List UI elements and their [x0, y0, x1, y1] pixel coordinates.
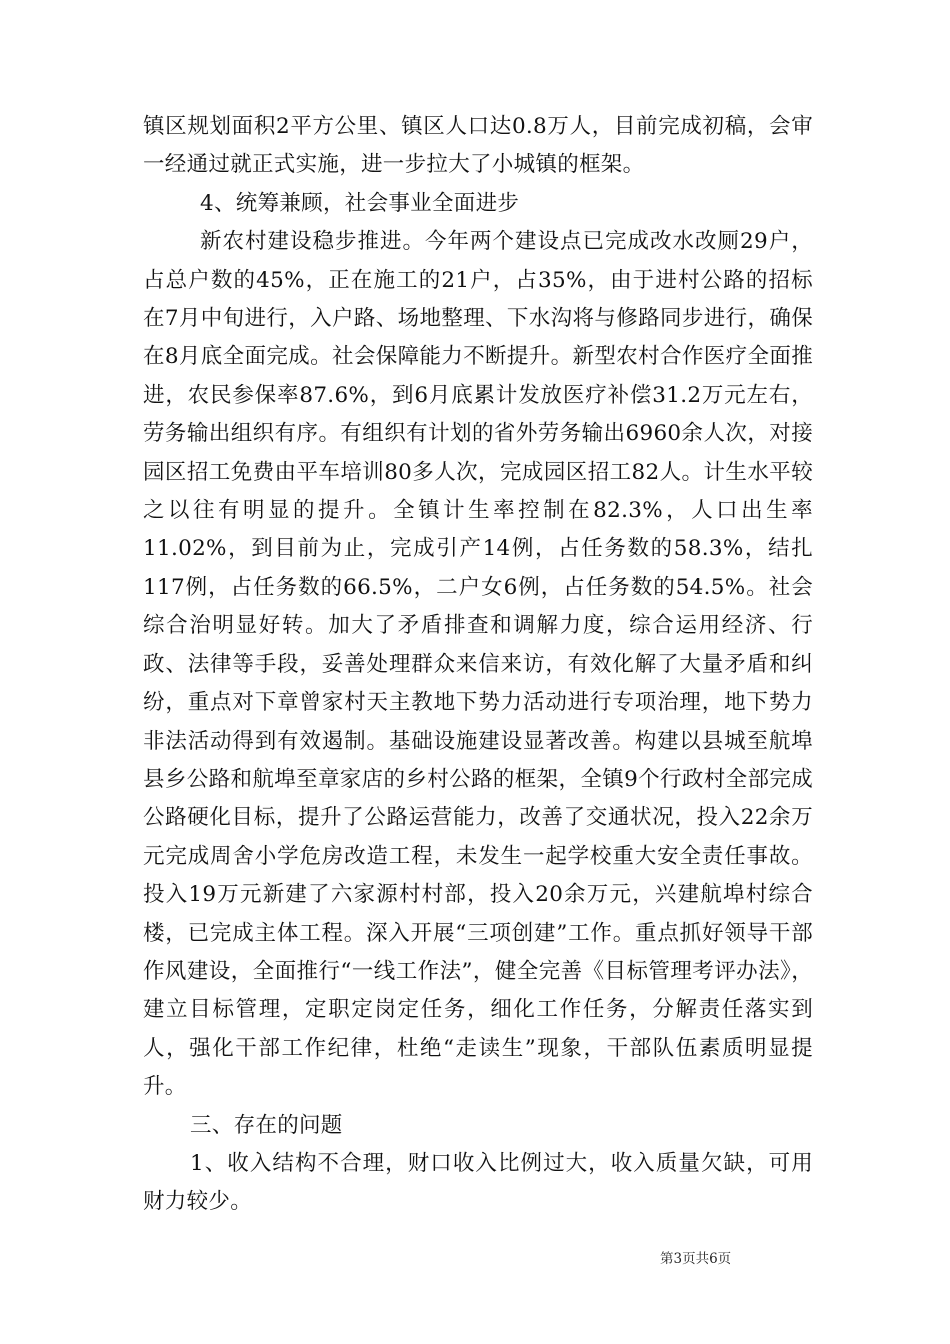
page-number: 第3页共6页 — [660, 1251, 732, 1267]
paragraph-continuation: 镇区规划面积2平方公里、镇区人口达0.8万人，目前完成初稿，会审一经通过就正式实施，进一步拉大了小城镇的框架。 — [143, 114, 813, 178]
paragraph-social-progress: 新农村建设稳步推进。今年两个建设点已完成改水改厕29户，占总户数的45%，正在施工的21户，占35%，由于进村公路的招标在7月中旬进行，入户路、场地整理、下水沟将与修路同步进行，确保在8月底全面完成。社会保障能力不断提升。新型农村合作医疗全面推进，农民参保率87.6%，到6月底累计发放医疗补偿31.2万元左右，劳务输出组织有序。有组织有计划的省外劳务输出6960余人次，对接园区招工免费由平车培训80多人次，完成园区招工82人。计生水平较之以往有明显的提升。全镇计生率控制在82.3%，人口出生率11.02%，到目前为止，完成引产14例，占任务数的58.3%，结扎117例，占任务数的66.5%，二户女6例，占任务数的54.5%。社会综合治明显好转。加大了矛盾排查和调解力度，综合运用经济、行政、法律等手段，妥善处理群众来信来访，有效化解了大量矛盾和纠纷，重点对下章曾家村天主教地下势力活动进行专项治理，地下势力非法活动得到有效遏制。基础设施建设显著改善。构建以县城至航埠县乡公路和航埠至章家店的乡村公路的框架，全镇9个行政村全部完成公路硬化目标，提升了公路运营能力，改善了交通状况，投入22余万元完成周舍小学危房改造工程，未发生一起学校重大安全责任事故。投入19万元新建了六家源村村部，投入20余万元，兴建航埠村综合楼，已完成主体工程。深入开展“三项创建”工作。重点抓好领导干部作风建设，全面推行“一线工作法”，健全完善《目标管理考评办法》，建立目标管理，定职定岗定任务，细化工作任务，分解责任落实到人，强化干部工作纪律，杜绝“走读生”现象，干部队伍素质明显提升。 — [143, 229, 813, 1100]
document-body — [143, 108, 813, 1222]
section-heading-4: 4、统筹兼顾，社会事业全面进步 — [200, 190, 520, 216]
section-heading-3: 三、存在的问题 — [190, 1112, 343, 1138]
paragraph-issue-1: 1、收入结构不合理，财口收入比例过大，收入质量欠缺，可用财力较少。 — [143, 1150, 813, 1215]
